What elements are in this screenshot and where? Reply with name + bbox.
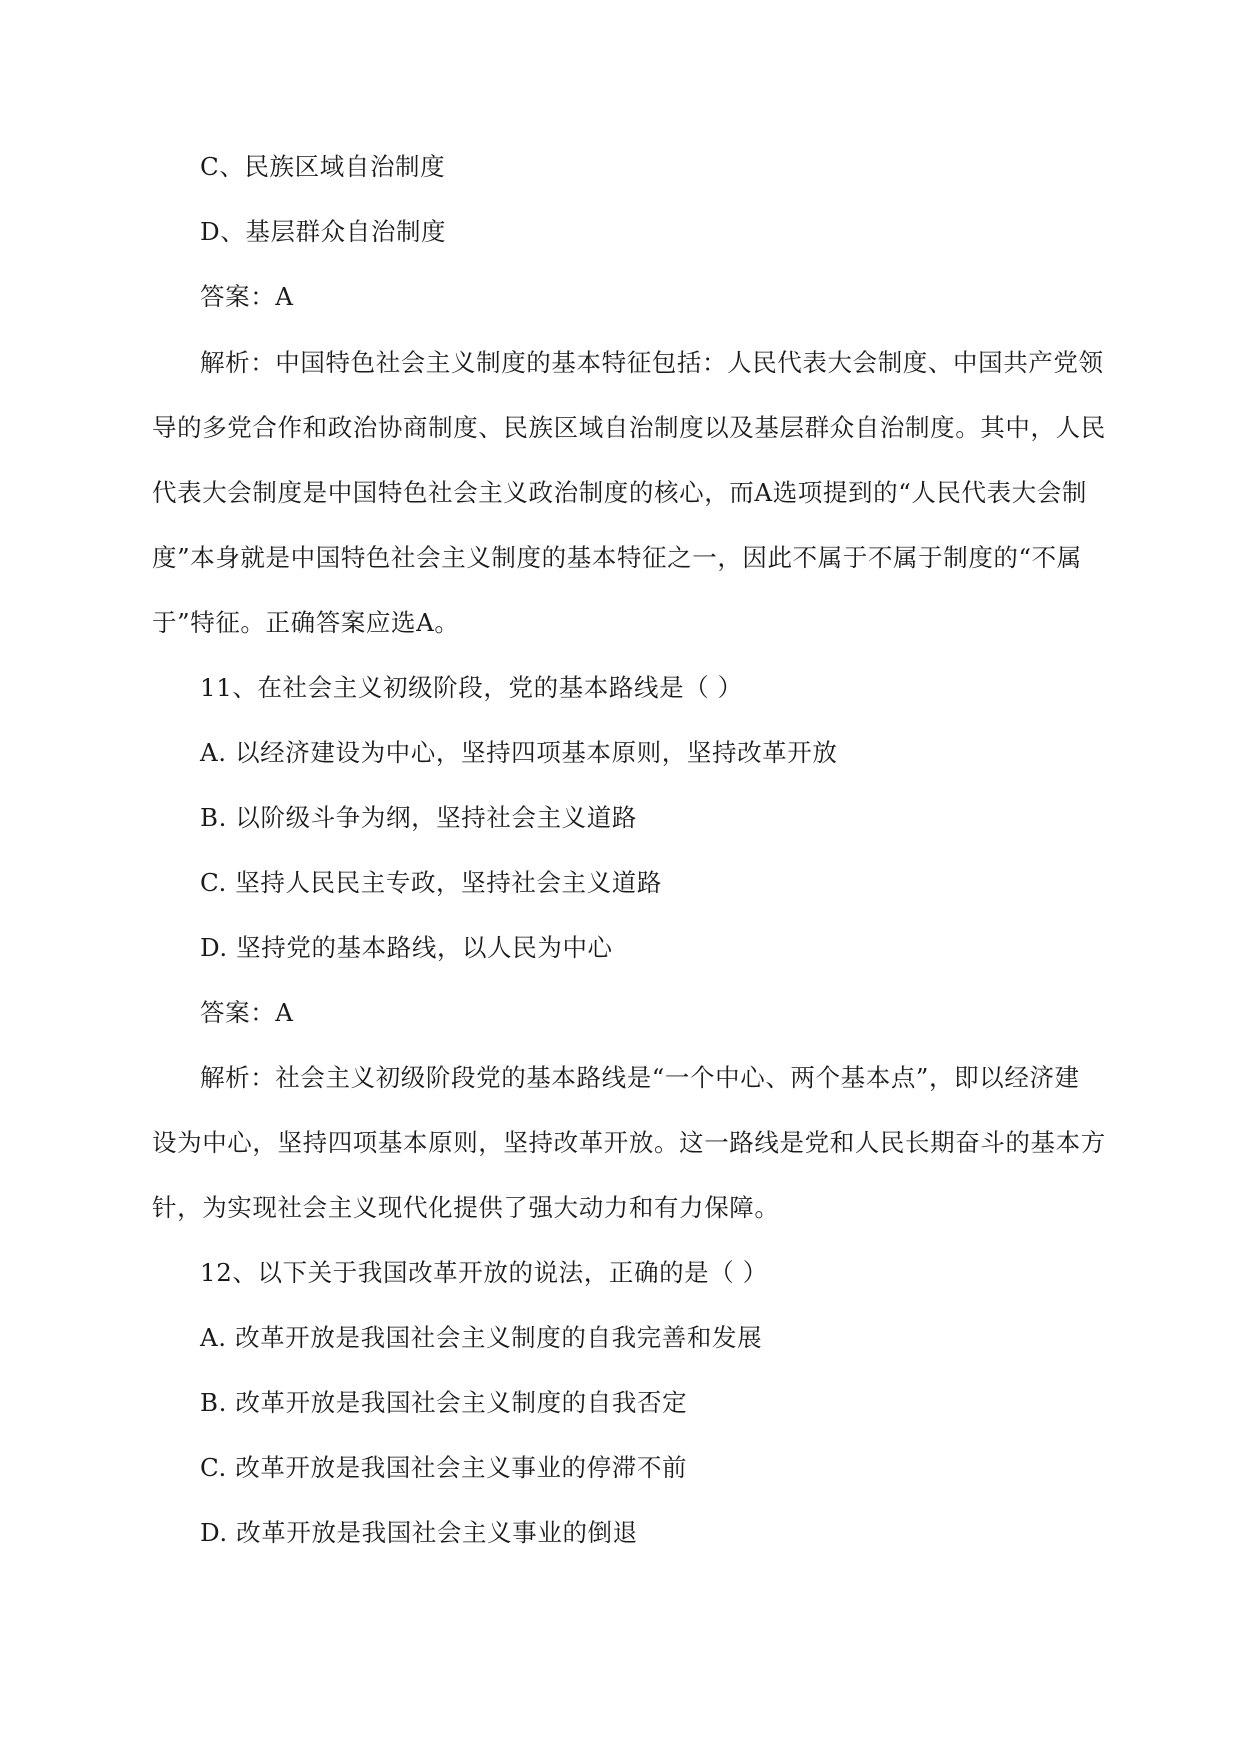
q12-option-b: B. 改革开放是我国社会主义制度的自我否定 xyxy=(200,1388,688,1417)
q11-option-d: D. 坚持党的基本路线，以人民为中心 xyxy=(200,933,613,962)
q10-option-c: C、民族区域自治制度 xyxy=(200,152,446,181)
q12-question: 12、以下关于我国改革开放的说法，正确的是（ ） xyxy=(200,1258,768,1287)
q10-option-d: D、基层群众自治制度 xyxy=(200,217,447,246)
q10-answer: 答案：A xyxy=(200,282,294,311)
q11-option-c: C. 坚持人民民主专政，坚持社会主义道路 xyxy=(200,868,662,897)
q11-analysis-line-3: 针，为实现社会主义现代化提供了强大动力和有力保障。 xyxy=(152,1193,780,1222)
q11-option-a: A. 以经济建设为中心，坚持四项基本原则，坚持改革开放 xyxy=(200,738,838,767)
q10-analysis-line-5: 于”特征。正确答案应选A。 xyxy=(152,608,460,637)
q11-question: 11、在社会主义初级阶段，党的基本路线是（ ） xyxy=(200,673,743,702)
q11-option-b: B. 以阶级斗争为纲，坚持社会主义道路 xyxy=(200,803,637,832)
q12-option-a: A. 改革开放是我国社会主义制度的自我完善和发展 xyxy=(200,1323,763,1352)
q12-option-d: D. 改革开放是我国社会主义事业的倒退 xyxy=(200,1518,638,1547)
q10-analysis-line-4: 度”本身就是中国特色社会主义制度的基本特征之一，因此不属于不属于制度的“不属 xyxy=(152,543,1082,572)
q10-analysis-line-2: 导的多党合作和政治协商制度、民族区域自治制度以及基层群众自治制度。其中，人民 xyxy=(152,413,1106,442)
q11-analysis-line-2: 设为中心，坚持四项基本原则，坚持改革开放。这一路线是党和人民长期奋斗的基本方 xyxy=(152,1128,1106,1157)
q11-analysis-line-1: 解析：社会主义初级阶段党的基本路线是“一个中心、两个基本点”，即以经济建 xyxy=(200,1063,1080,1092)
q11-answer: 答案：A xyxy=(200,998,294,1027)
q10-analysis-line-1: 解析：中国特色社会主义制度的基本特征包括：人民代表大会制度、中国共产党领 xyxy=(200,348,1104,377)
q12-option-c: C. 改革开放是我国社会主义事业的停滞不前 xyxy=(200,1453,688,1482)
q10-analysis-line-3: 代表大会制度是中国特色社会主义政治制度的核心，而A选项提到的“人民代表大会制 xyxy=(152,478,1088,507)
